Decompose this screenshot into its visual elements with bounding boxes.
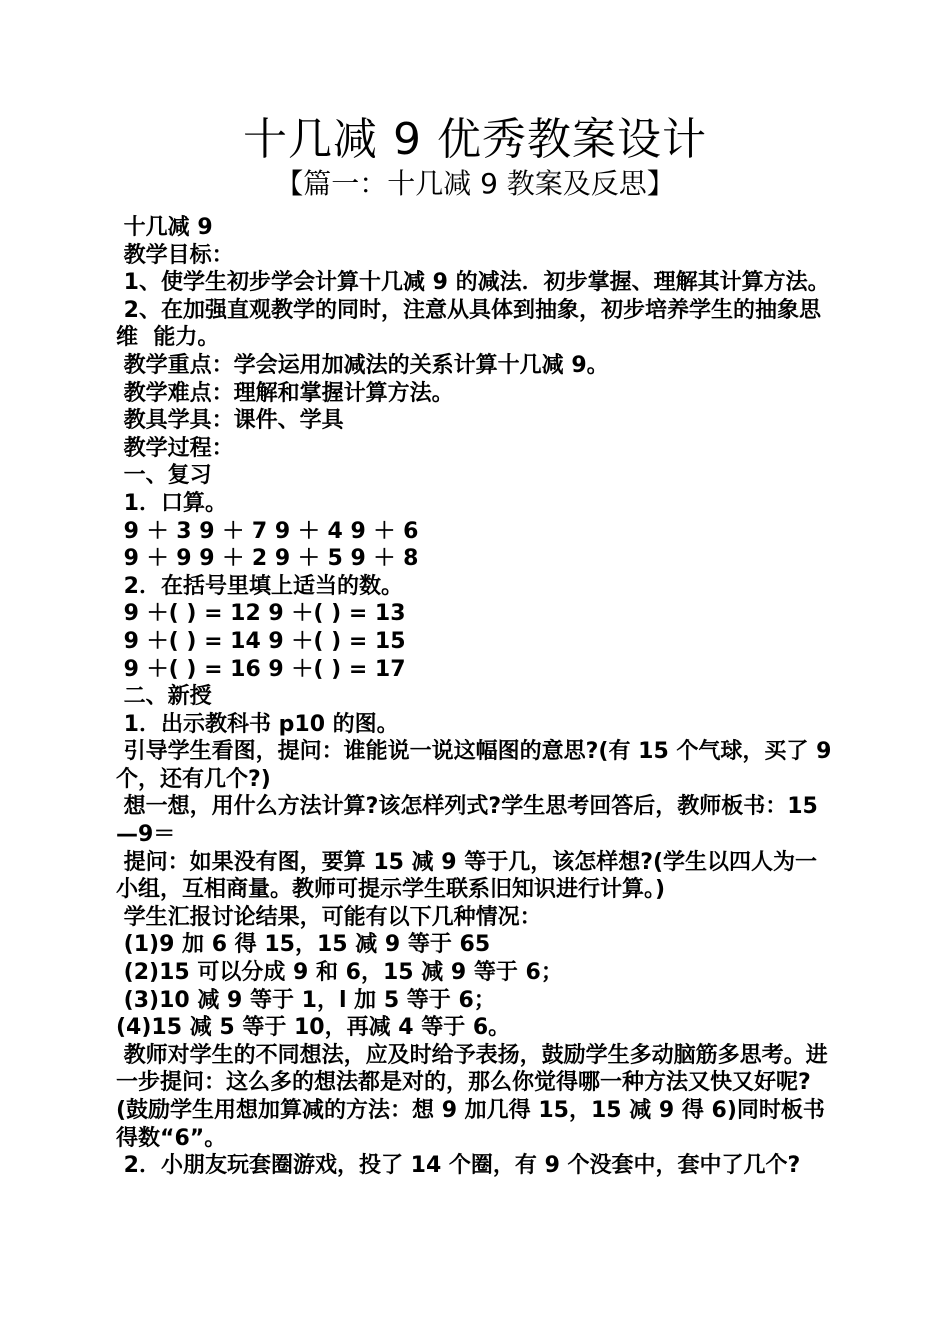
document-title: 十几减 9 优秀教案设计 <box>243 114 707 165</box>
document-body <box>116 214 840 1180</box>
fill-row-2: 9 ＋( ) = 14 9 ＋( ) = 15 <box>116 628 406 654</box>
paragraph-guide: 引导学生看图，提问：谁能说一说这幅图的意思?(有 15 个气球，买了 9 个，还有几个?) <box>116 739 840 792</box>
oral-calc-row-1: 9 ＋ 3 9 ＋ 7 9 ＋ 4 9 ＋ 6 <box>116 518 419 544</box>
paragraph-think: 想一想，用什么方法计算?该怎样列式?学生思考回答后，教师板书：15—9＝ <box>116 794 818 848</box>
key-point: 教学重点：学会运用加减法的关系计算十几减 9。 <box>116 352 609 378</box>
heading-topic: 十几减 9 <box>116 215 213 240</box>
fill-row-3: 9 ＋( ) = 16 9 ＋( ) = 17 <box>116 656 406 682</box>
review-item-2: 2．在括号里填上适当的数。 <box>116 573 403 599</box>
paragraph-report: 学生汇报讨论结果，可能有以下几种情况： <box>116 904 542 930</box>
case-4: (4)15 减 5 等于 10，再减 4 等于 6。 <box>116 1015 511 1041</box>
objective-2: 2、在加强直观教学的同时，注意从具体到抽象，初步培养学生的抽象思维 能力。 <box>116 297 821 351</box>
teaching-aids: 教具学具：课件、学具 <box>116 408 344 434</box>
section-new-lesson: 二、新授 <box>116 684 212 710</box>
new-lesson-item-1: 1．出示教科书 p10 的图。 <box>116 711 399 737</box>
paragraph-question: 提问：如果没有图，要算 15 减 9 等于几，该怎样想?(学生以四人为一小组，互相商量。教师可提示学生联系旧知识进行计算。) <box>116 849 818 903</box>
objective-1: 1、使学生初步学会计算十几减 9 的减法．初步掌握、理解其计算方法。 <box>116 270 830 296</box>
document-subtitle: 【篇一：十几减 9 教案及反思】 <box>275 167 675 200</box>
oral-calc-row-2: 9 ＋ 9 9 ＋ 2 9 ＋ 5 9 ＋ 8 <box>116 546 419 572</box>
difficult-point: 教学难点：理解和掌握计算方法。 <box>116 380 454 406</box>
heading-process: 教学过程： <box>116 435 234 461</box>
new-lesson-item-2: 2．小朋友玩套圈游戏，投了 14 个圈，有 9 个没套中，套中了几个? <box>116 1153 801 1179</box>
review-item-1: 1．口算。 <box>116 490 227 516</box>
case-3: (3)10 减 9 等于 1，l 加 5 等于 6； <box>116 987 496 1013</box>
paragraph-praise: 教师对学生的不同想法，应及时给予表扬，鼓励学生多动脑筋多思考。进一步提问：这么多的想法都是对的，那么你觉得哪一种方法又快又好呢?(鼓励学生用想加算减的方法：想 9 加几得 15，15 减 9 得 6)同时板书得数“6”。 <box>116 1042 828 1151</box>
case-1: (1)9 加 6 得 15，15 减 9 等于 65 <box>116 932 491 958</box>
section-review: 一、复习 <box>116 463 212 489</box>
heading-objectives: 教学目标： <box>116 242 234 268</box>
case-2: (2)15 可以分成 9 和 6，15 减 9 等于 6； <box>116 960 563 986</box>
fill-row-1: 9 ＋( ) = 12 9 ＋( ) = 13 <box>116 601 406 627</box>
